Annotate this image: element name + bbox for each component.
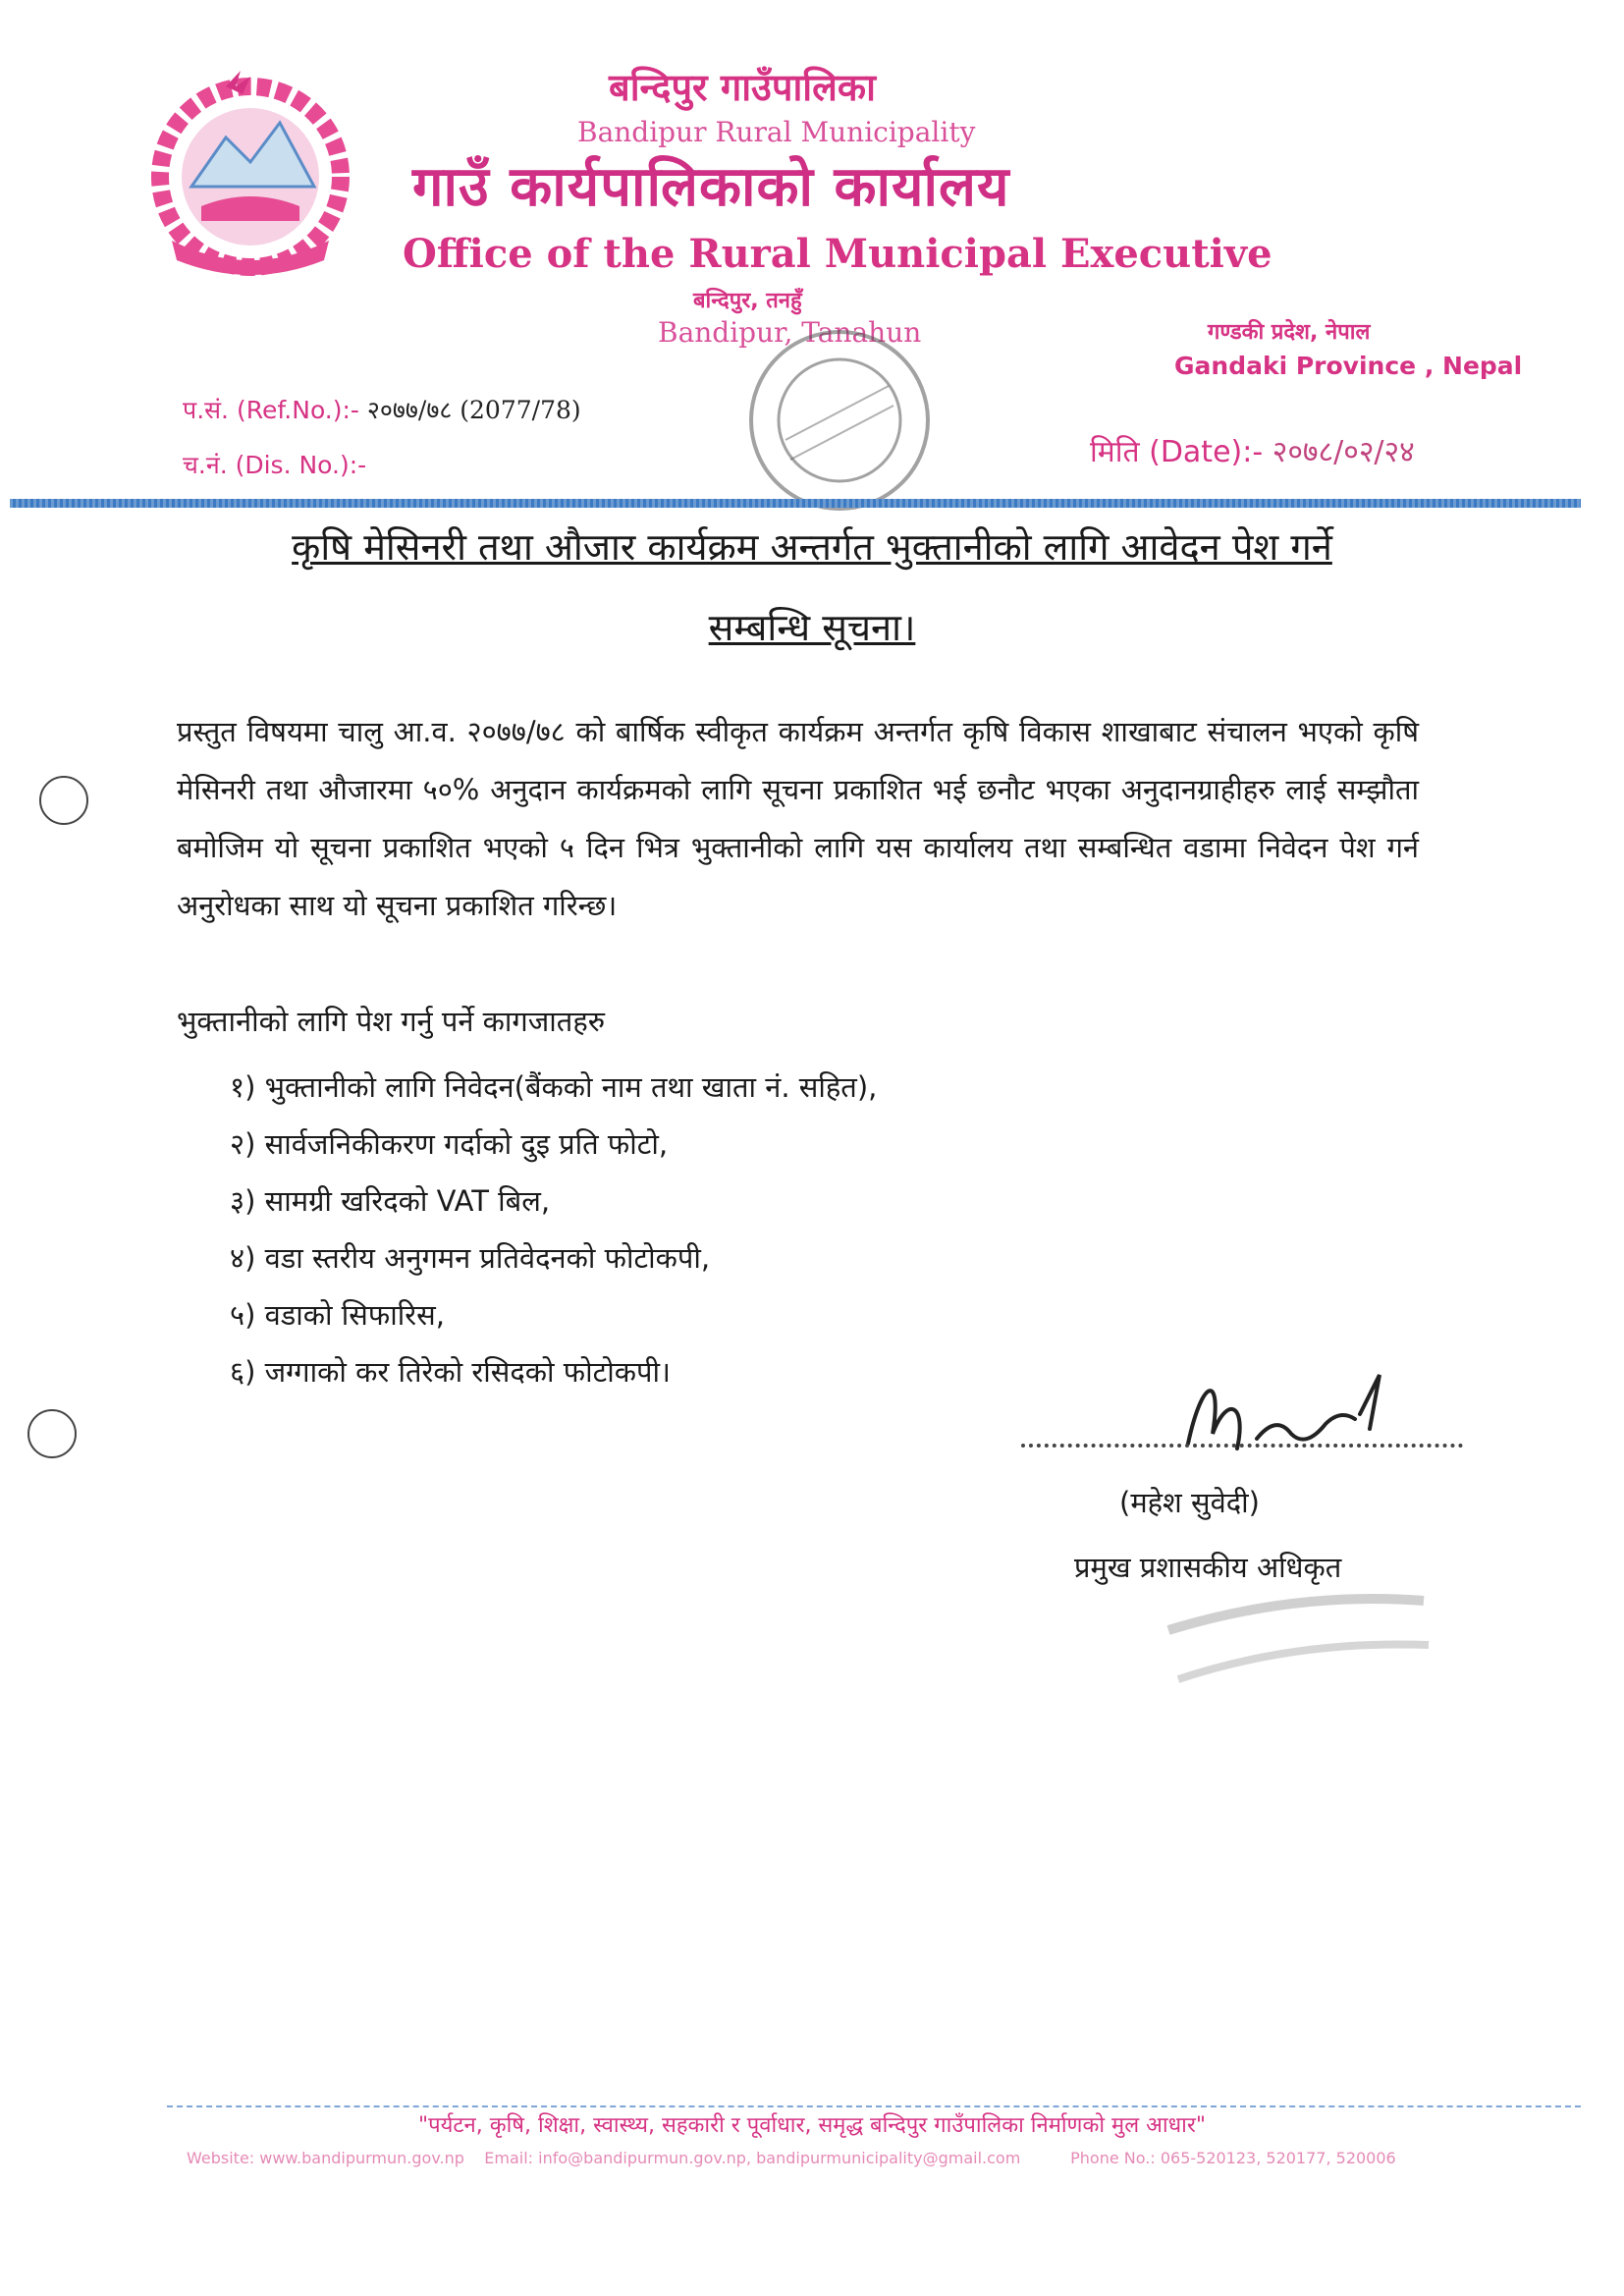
punch-hole: [39, 776, 88, 825]
reference-number: [183, 393, 581, 426]
notice-subtitle: सम्बन्धि सूचना।: [708, 606, 916, 649]
documents-list: [230, 1059, 877, 1400]
date-value: २०७८/०२/२४: [1272, 435, 1415, 469]
date-label: मिति (Date):-: [1090, 435, 1264, 469]
list-item: ६) जग्गाको कर तिरेको रसिदको फोटोकपी।: [230, 1355, 671, 1389]
footer-email: Email: info@bandipurmun.gov.np, bandipurmunicipality@gmail.com: [484, 2149, 1021, 2167]
office-name-english: Office of the Rural Municipal Executive: [403, 231, 1272, 277]
notice-body: प्रस्तुत विषयमा चालु आ.व. २०७७/७८ को बार्षिक स्वीकृत कार्यक्रम अन्तर्गत कृषि विकास शाखाबाट संचालन भएको कृषि मेसिनरी तथा औजारमा ५०% अनुदान कार्यक्रमको लागि सूचना प्रकाशित भई छनौट भएका अनुदानग्राहीहरु लाई सम्झौता बमोजिम यो सूचना प्रकाशित भएको ५ दिन भित्र भुक्तानीको लागि यस कार्यालय तथा सम्बन्धित वडामा निवेदन पेश गर्न अनुरोधका साथ यो सूचना प्रकाशित गरिन्छ।: [177, 715, 1419, 922]
notice-title: कृषि मेसिनरी तथा औजार कार्यक्रम अन्तर्गत भुक्तानीको लागि आवेदन पेश गर्ने: [292, 525, 1332, 569]
footer-contact: [187, 2149, 1396, 2167]
office-name-nepali: गाउँ कार्यपालिकाको कार्यालय: [412, 155, 1010, 219]
ref-value: २०७७/७८ (2077/78): [366, 396, 581, 424]
designation-stamp: [1149, 1571, 1443, 1699]
document-date: [1090, 430, 1415, 470]
signature-line: [1021, 1444, 1463, 1448]
province-english: Gandaki Province , Nepal: [1174, 352, 1523, 380]
place-english: Bandipur, Tanahun: [658, 316, 922, 349]
org-name-english: Bandipur Rural Municipality: [577, 116, 976, 148]
nepal-emblem-seal: [133, 69, 368, 285]
list-item: ५) वडाको सिफारिस,: [230, 1298, 445, 1332]
province-nepali: गण्डकी प्रदेश, नेपाल: [1208, 320, 1371, 345]
list-item: १) भुक्तानीको लागि निवेदन(बैंकको नाम तथा खाता नं. सहित),: [230, 1070, 878, 1104]
org-name-nepali: बन्दिपुर गाउँपालिका: [609, 66, 876, 109]
footer-slogan: "पर्यटन, कृषि, शिक्षा, स्वास्थ्य, सहकारी र पूर्वाधार, समृद्ध बन्दिपुर गाउँपालिका निर्माणको मुल आधार": [418, 2113, 1206, 2138]
footer-divider: [167, 2105, 1581, 2107]
punch-hole: [27, 1409, 77, 1458]
footer-website: Website: www.bandipurmun.gov.np: [187, 2149, 464, 2167]
header-divider: [10, 499, 1581, 508]
office-round-stamp: [722, 312, 957, 528]
list-item: ३) सामग्री खरिदको VAT बिल,: [230, 1184, 551, 1218]
signatory-name: (महेश सुवेदी): [1119, 1486, 1260, 1519]
dis-label: च.नं. (Dis. No.):-: [183, 451, 367, 479]
handwritten-signature: [1168, 1355, 1404, 1473]
ref-label: प.सं. (Ref.No.):-: [183, 396, 359, 424]
footer-phone: Phone No.: 065-520123, 520177, 520006: [1070, 2149, 1396, 2167]
dispatch-number: [183, 448, 366, 481]
list-item: २) सार्वजनिकीकरण गर्दाको दुइ प्रति फोटो,: [230, 1127, 669, 1161]
place-nepali: बन्दिपुर, तनहुँ: [693, 289, 802, 313]
documents-heading: भुक्तानीको लागि पेश गर्नु पर्ने कागजातहरु: [177, 1005, 606, 1038]
signatory-title: प्रमुख प्रशासकीय अधिकृत: [1074, 1551, 1342, 1584]
list-item: ४) वडा स्तरीय अनुगमन प्रतिवेदनको फोटोकपी,: [230, 1241, 711, 1275]
